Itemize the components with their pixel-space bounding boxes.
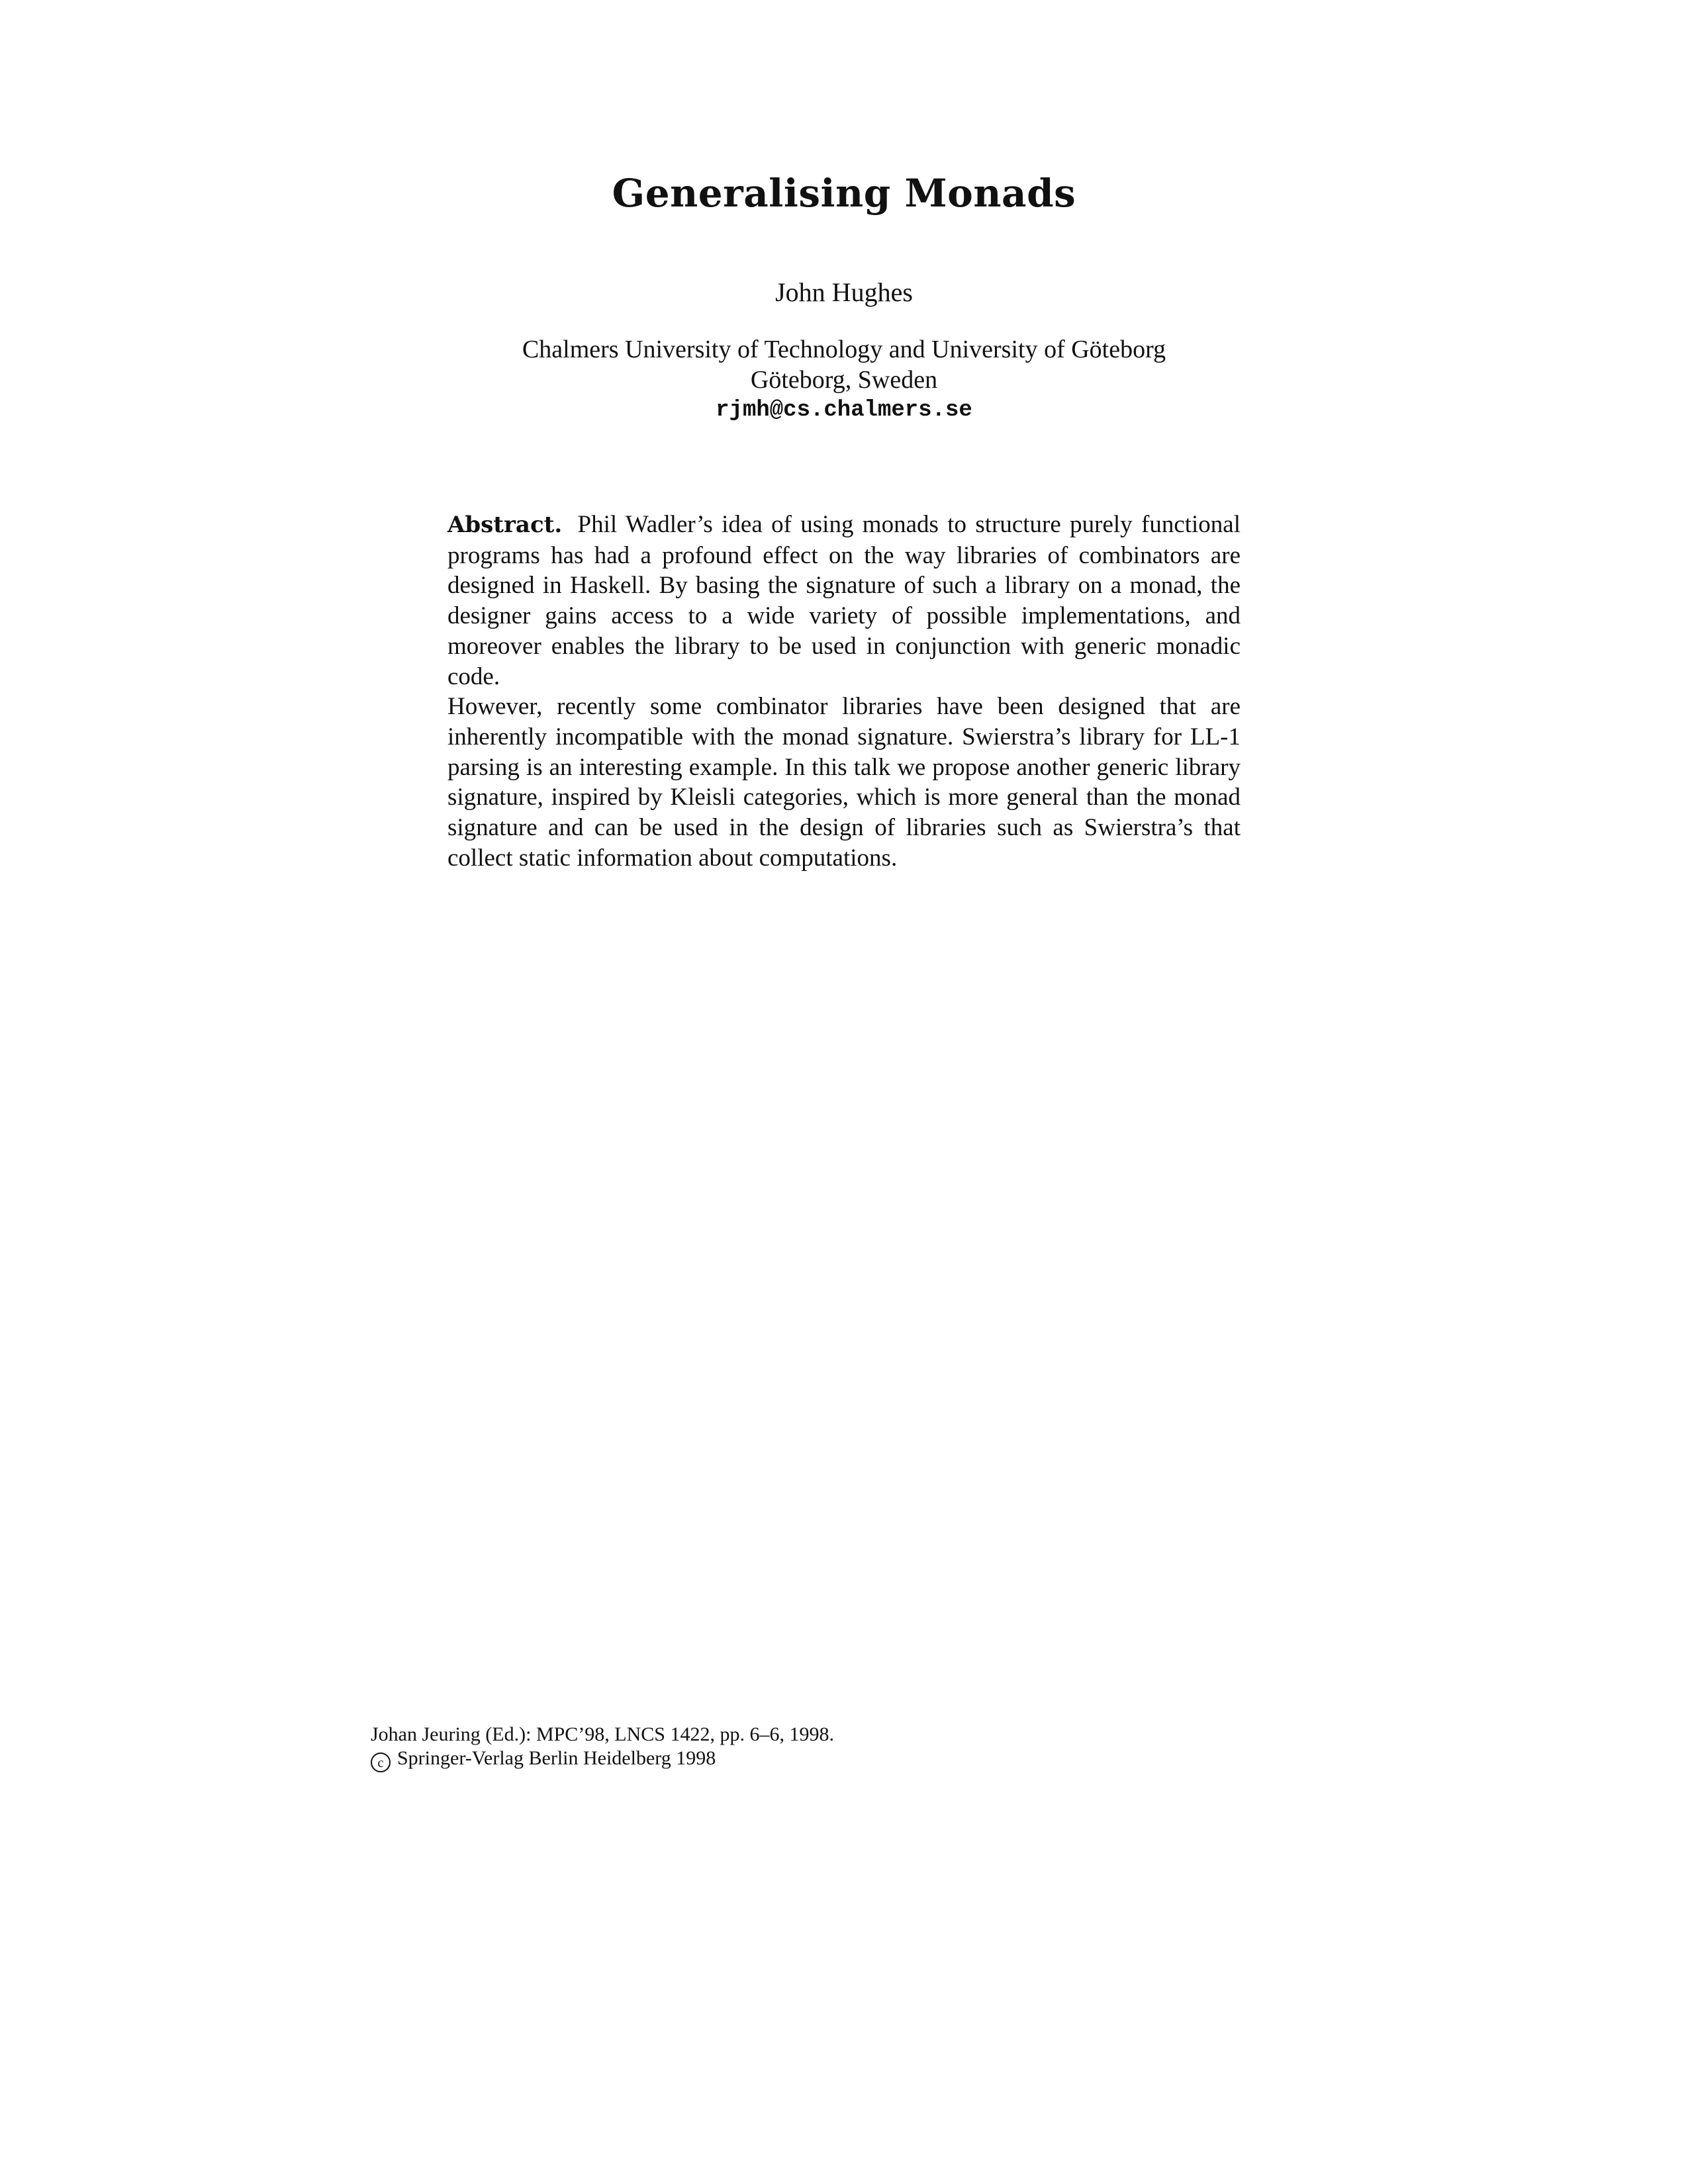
affiliation-institution: Chalmers University of Technology and University of Göteborg bbox=[522, 336, 1166, 363]
affiliation-block bbox=[0, 334, 1688, 426]
abstract-paragraph-1 bbox=[447, 510, 1241, 692]
copyright-text: Springer-Verlag Berlin Heidelberg 1998 bbox=[397, 1747, 716, 1769]
author-email: rjmh@cs.chalmers.se bbox=[716, 398, 972, 423]
publication-footer bbox=[371, 1723, 1297, 1772]
affiliation-location: Göteborg, Sweden bbox=[750, 366, 938, 394]
author-name: John Hughes bbox=[775, 277, 913, 307]
copyright-icon: c bbox=[371, 1752, 391, 1772]
abstract-paragraph-2: However, recently some combinator libraries have been designed that are inherently incompatible with the monad signature. Swierstra’s library for LL-1 parsing is an interesting example. In this talk we propose another generic library signature, inspired by Kleisli categories, which is more general than the monad signature and can be used in the design of libraries such as Swierstra’s that collect static information about computations. bbox=[447, 693, 1241, 872]
abstract-text-1: Phil Wadler’s idea of using monads to structure purely functional programs has had a profound effect on the way libraries of combinators are designed in Haskell. By basing the signature of such a library on a monad, the designer gains access to a wide variety of possible implementations, and moreover enables the library to be used in conjunction with generic monadic code. bbox=[447, 511, 1241, 690]
citation-line: Johan Jeuring (Ed.): MPC’98, LNCS 1422, pp. 6–6, 1998. bbox=[371, 1723, 834, 1745]
abstract-label: Abstract. bbox=[447, 512, 563, 538]
copyright-line bbox=[371, 1747, 1297, 1772]
paper-title: Generalising Monads bbox=[612, 171, 1076, 216]
abstract bbox=[447, 510, 1241, 873]
